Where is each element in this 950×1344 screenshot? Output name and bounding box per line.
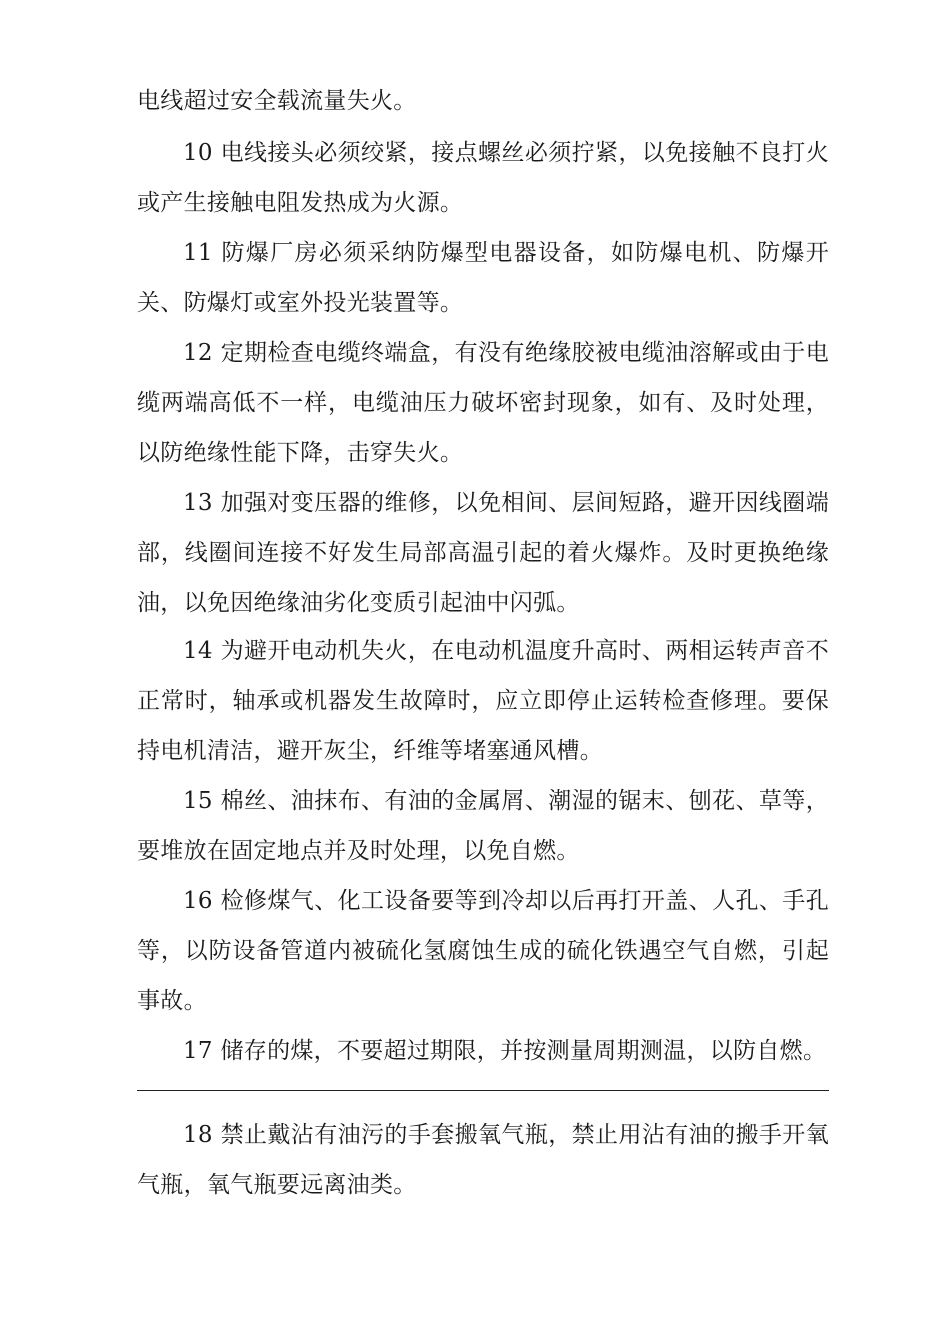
- paragraph-item-18: 18 禁止戴沾有油污的手套搬氧气瓶，禁止用沾有油的搬手开氧气瓶，氧气瓶要远离油类。: [137, 1122, 829, 1198]
- paragraph-item-12: 12 定期检查电缆终端盒，有没有绝缘胶被电缆油溶解或由于电缆两端高低不一样，电缆油压力破坏密封现象，如有、及时处理，以防绝缘性能下降，击穿失火。: [137, 340, 829, 466]
- paragraph-item-10: 10 电线接头必须绞紧，接点螺丝必须拧紧，以免接触不良打火或产生接触电阻发热成为火源。: [137, 140, 829, 216]
- section-divider: [137, 1090, 829, 1091]
- paragraph-item-13: 13 加强对变压器的维修，以免相间、层间短路，避开因线圈端部，线圈间连接不好发生局部高温引起的着火爆炸。及时更换绝缘油，以免因绝缘油劣化变质引起油中闪弧。: [137, 490, 829, 616]
- paragraph-item-14: 14 为避开电动机失火，在电动机温度升高时、两相运转声音不正常时，轴承或机器发生故障时，应立即停止运转检查修理。要保持电机清洁，避开灰尘，纤维等堵塞通风槽。: [137, 638, 829, 764]
- paragraph-item-17: 17 储存的煤，不要超过期限，并按测量周期测温，以防自燃。: [183, 1038, 827, 1064]
- paragraph-item-11: 11 防爆厂房必须采纳防爆型电器设备，如防爆电机、防爆开关、防爆灯或室外投光装置等。: [137, 240, 829, 316]
- paragraph-continuation: 电线超过安全载流量失火。: [137, 88, 417, 114]
- paragraph-item-16: 16 检修煤气、化工设备要等到冷却以后再打开盖、人孔、手孔等，以防设备管道内被硫化氢腐蚀生成的硫化铁遇空气自燃，引起事故。: [137, 888, 829, 1014]
- paragraph-item-15: 15 棉丝、油抹布、有油的金属屑、潮湿的锯末、刨花、草等，要堆放在固定地点并及时处理，以免自燃。: [137, 788, 829, 864]
